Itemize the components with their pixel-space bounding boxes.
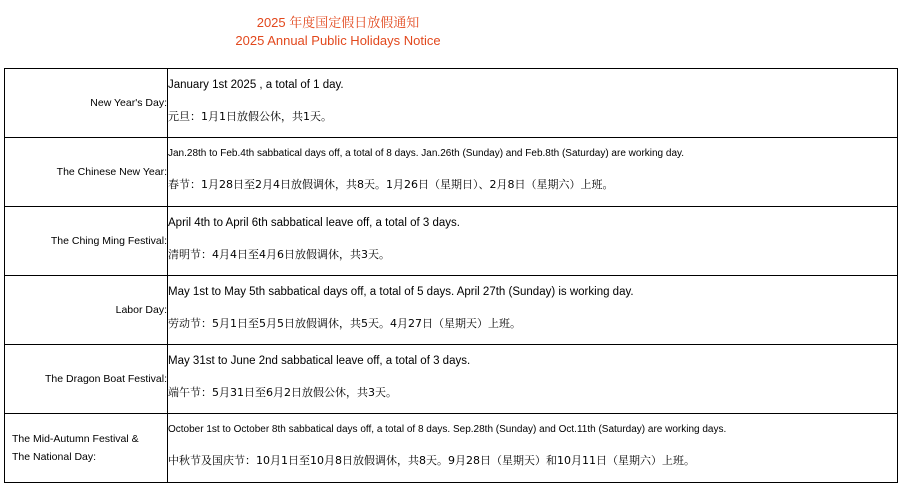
description-chinese: 劳动节：5月1日至5月5日放假调休，共5天。4月27日（星期天）上班。 — [168, 317, 521, 330]
holiday-description — [168, 414, 898, 483]
description-chinese: 清明节：4月4日至4月6日放假调休，共3天。 — [168, 248, 390, 261]
holiday-name: The Ching Ming Festival: — [5, 207, 168, 276]
holiday-name: Labor Day: — [5, 276, 168, 345]
table-row — [5, 69, 898, 138]
notice-title-chinese: 2025 年度国定假日放假通知 — [256, 15, 420, 30]
table-row — [5, 138, 898, 207]
description-english: April 4th to April 6th sabbatical leave off, a total of 3 days. — [168, 217, 460, 229]
description-english: Jan.28th to Feb.4th sabbatical days off, a total of 8 days. Jan.26th (Sunday) and Feb.8th (Saturday) are working day. — [168, 148, 685, 159]
holiday-name: New Year's Day: — [5, 69, 168, 138]
holiday-name: The Dragon Boat Festival: — [5, 345, 168, 414]
holiday-description — [168, 345, 898, 414]
table-row — [5, 207, 898, 276]
holiday-name — [5, 414, 168, 483]
holiday-name-line-1: The Mid-Autumn Festival & — [12, 433, 139, 445]
description-english: May 1st to May 5th sabbatical days off, a total of 5 days. April 27th (Sunday) is working day. — [168, 286, 634, 298]
table-row — [5, 414, 898, 483]
holiday-table — [4, 68, 898, 483]
description-english: January 1st 2025 , a total of 1 day. — [168, 79, 344, 91]
description-chinese: 春节：1月28日至2月4日放假调休，共8天。1月26日（星期日）、2月8日（星期六）上班。 — [168, 178, 614, 191]
holiday-name: The Chinese New Year: — [5, 138, 168, 207]
description-english: May 31st to June 2nd sabbatical leave off, a total of 3 days. — [168, 355, 471, 367]
table-row — [5, 276, 898, 345]
holiday-description — [168, 69, 898, 138]
holiday-description — [168, 138, 898, 207]
holiday-name-line-2: The National Day: — [12, 451, 97, 463]
description-chinese: 中秋节及国庆节：10月1日至10月8日放假调休，共8天。9月28日（星期天）和10月11日（星期六）上班。 — [168, 454, 695, 467]
holiday-description — [168, 207, 898, 276]
description-chinese: 元旦：1月1日放假公休，共1天。 — [168, 110, 332, 123]
holiday-description — [168, 276, 898, 345]
notice-title-english: 2025 Annual Public Holidays Notice — [235, 33, 441, 48]
table-row — [5, 345, 898, 414]
description-chinese: 端午节：5月31日至6月2日放假公休，共3天。 — [168, 386, 397, 399]
description-english: October 1st to October 8th sabbatical days off, a total of 8 days. Sep.28th (Sunday) and Oct.11th (Saturday) are working days. — [168, 424, 727, 435]
